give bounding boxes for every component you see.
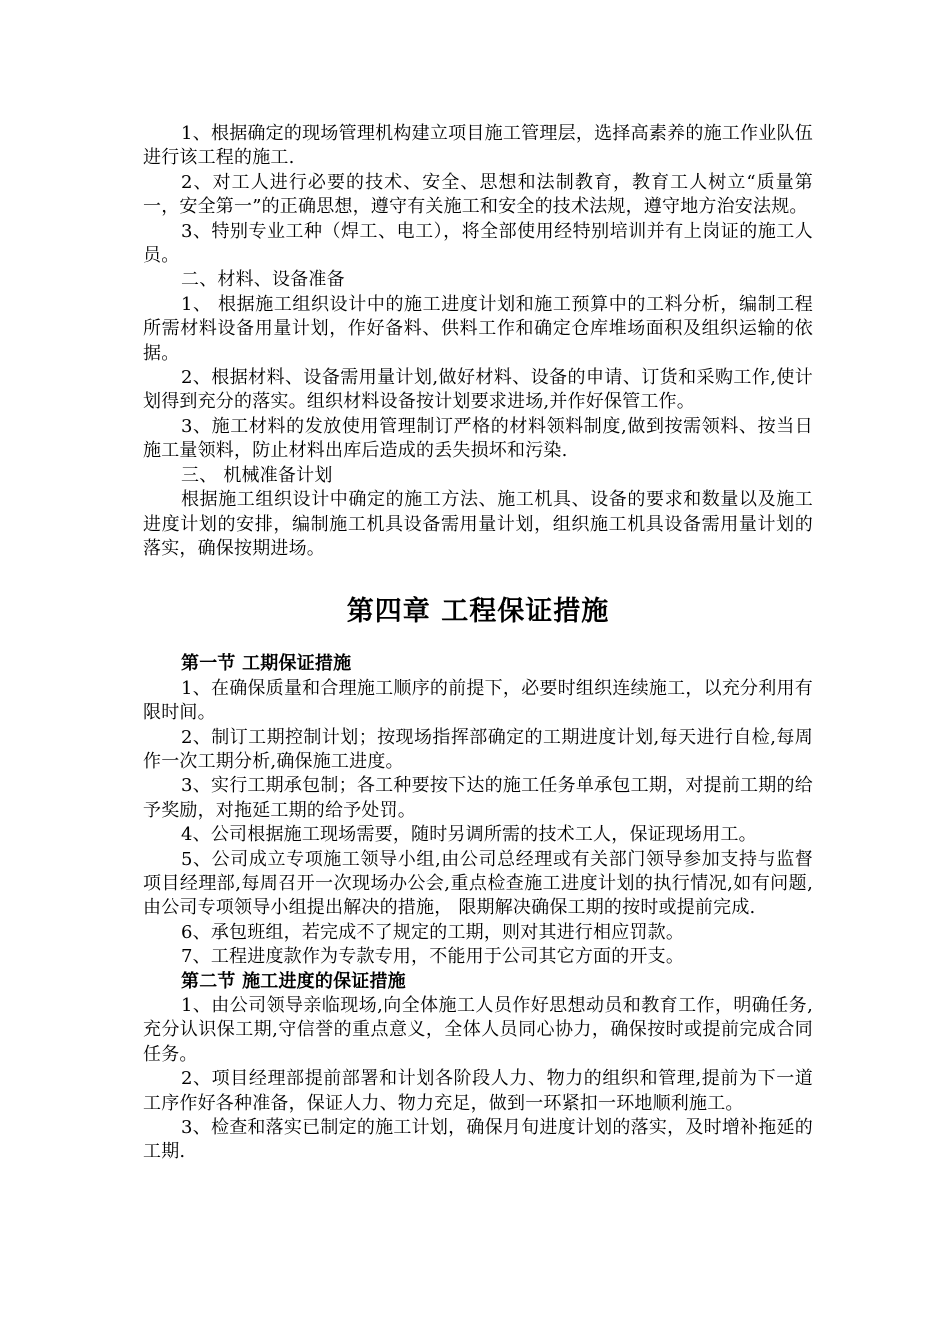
paragraph: 1、在确保质量和合理施工顺序的前提下，必要时组织连续施工，以充分利用有限时间。 bbox=[143, 677, 813, 724]
paragraph: 1、由公司领导亲临现场,向全体施工人员作好思想动员和教育工作，明确任务,充分认识保工期,守信誉的重点意义，全体人员同心协力，确保按时或提前完成合同任务。 bbox=[143, 995, 813, 1065]
paragraph: 7、工程进度款作为专款专用，不能用于公司其它方面的开支。 bbox=[181, 946, 685, 968]
paragraph: 5、公司成立专项施工领导小组,由公司总经理或有关部门领导参加支持与监督项目经理部,每周召开一次现场办公会,重点检查施工进度计划的执行情况,如有问题,由公司专项领导小组提出解决的措施， 限期解决确保工期的按时或提前完成. bbox=[143, 848, 813, 919]
paragraph: 4、公司根据施工现场需要，随时另调所需的技术工人，保证现场用工。 bbox=[181, 824, 757, 846]
chapter-title: 第四章 工程保证措施 bbox=[346, 596, 610, 628]
paragraph: 3、施工材料的发放使用管理制订严格的材料领料制度,做到按需领料、按当日施工量领料，防止材料出库后造成的丢失损坏和污染. bbox=[143, 415, 813, 462]
subheading-materials: 二、材料、设备准备 bbox=[181, 269, 345, 291]
paragraph: 2、根据材料、设备需用量计划,做好材料、设备的申请、订货和采购工作,使计划得到充分的落实。组织材料设备按计划要求进场,并作好保管工作。 bbox=[143, 367, 813, 413]
subheading-machinery: 三、 机械准备计划 bbox=[181, 464, 333, 486]
section-title: 第一节 工期保证措施 bbox=[181, 653, 352, 675]
paragraph: 1、 根据施工组织设计中的施工进度计划和施工预算中的工料分析，编制工程所需材料设备用量计划，作好备料、供料工作和确定仓库堆场面积及组织运输的依据。 bbox=[143, 293, 813, 364]
paragraph: 3、检查和落实已制定的施工计划，确保月旬进度计划的落实，及时增补拖延的工期. bbox=[143, 1117, 813, 1163]
paragraph: 3、实行工期承包制；各工种要按下达的施工任务单承包工期，对提前工期的给予奖励，对拖延工期的给予处罚。 bbox=[143, 775, 813, 821]
paragraph: 1、根据确定的现场管理机构建立项目施工管理层，选择高素养的施工作业队伍进行该工程的施工. bbox=[143, 123, 813, 169]
paragraph: 2、项目经理部提前部署和计划各阶段人力、物力的组织和管理,提前为下一道工序作好各种准备，保证人力、物力充足，做到一环紧扣一环地顺利施工。 bbox=[143, 1068, 813, 1114]
paragraph: 3、特别专业工种（焊工、电工），将全部使用经特别培训并有上岗证的施工人员。 bbox=[143, 220, 813, 267]
section-title: 第二节 施工进度的保证措施 bbox=[181, 970, 406, 992]
paragraph: 2、制订工期控制计划；按现场指挥部确定的工期进度计划,每天进行自检,每周作一次工期分析,确保施工进度。 bbox=[143, 726, 813, 772]
paragraph: 2、对工人进行必要的技术、安全、思想和法制教育，教育工人树立“质量第一，安全第一”的正确思想，遵守有关施工和安全的技术法规，遵守地方治安法规。 bbox=[143, 171, 813, 218]
paragraph: 6、承包班组，若完成不了规定的工期，则对其进行相应罚款。 bbox=[181, 921, 685, 943]
paragraph: 根据施工组织设计中确定的施工方法、施工机具、设备的要求和数量以及施工进度计划的安排，编制施工机具设备需用量计划，组织施工机具设备需用量计划的落实，确保按期进场。 bbox=[143, 489, 813, 559]
document-body bbox=[143, 122, 813, 1165]
